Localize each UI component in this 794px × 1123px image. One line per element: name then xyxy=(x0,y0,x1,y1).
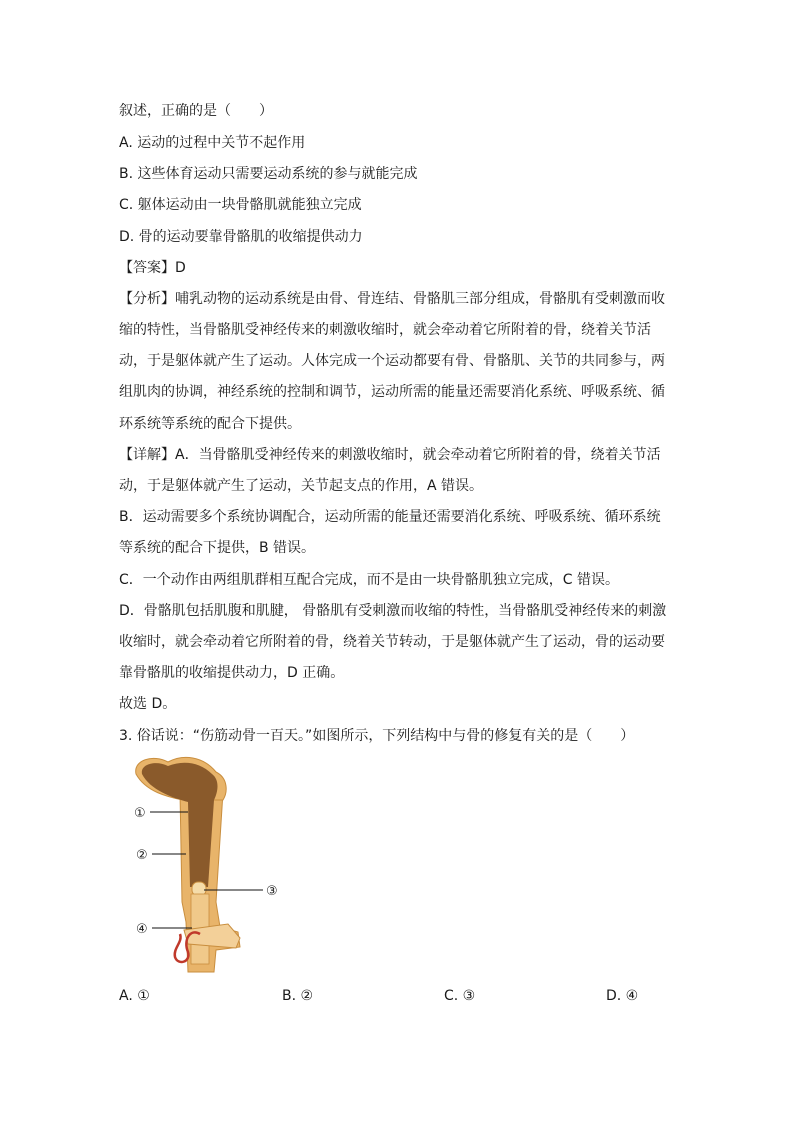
detail-line: 等系统的配合下提供，B 错误。 xyxy=(119,540,316,556)
detail-line: C．一个动作由两组肌群相互配合完成，而不是由一块骨骼肌独立完成，C 错误。 xyxy=(119,572,619,588)
detail-line: 动，于是躯体就产生了运动，关节起支点的作用，A 错误。 xyxy=(119,478,484,494)
analysis-line: 【分析】哺乳动物的运动系统是由骨、骨连结、骨骼肌三部分组成，骨骼肌有受刺激而收 xyxy=(119,291,665,307)
detail-line: 靠骨骼肌的收缩提供动力，D 正确。 xyxy=(119,665,345,681)
option-d-line: D. 骨的运动要靠骨骼肌的收缩提供动力 xyxy=(119,229,363,245)
analysis-line: 组肌肉的协调，神经系统的控制和调节，运动所需的能量还需要消化系统、呼吸系统、循 xyxy=(119,384,665,400)
label-2: ② xyxy=(136,848,148,863)
option-a-line: A. 运动的过程中关节不起作用 xyxy=(119,135,306,151)
detail-line: 收缩时，就会牵动着它所附着的骨，绕着关节转动，于是躯体就产生了运动，骨的运动要 xyxy=(119,634,665,650)
conclusion-line: 故选 D。 xyxy=(119,696,177,712)
label-1: ① xyxy=(134,806,146,821)
label-4: ④ xyxy=(136,922,148,937)
analysis-line: 缩的特性，当骨骼肌受神经传来的刺激收缩时，就会牵动着它所附着的骨，绕着关节活 xyxy=(119,322,651,338)
option-b-line: B. 这些体育运动只需要运动系统的参与就能完成 xyxy=(119,166,418,182)
answer-option-a: A. ① xyxy=(119,988,150,1004)
analysis-line: 动，于是躯体就产生了运动。人体完成一个运动都要有骨、骨骼肌、关节的共同参与，两 xyxy=(119,353,665,369)
answer-option-b: B. ② xyxy=(282,988,314,1004)
answer-option-c: C. ③ xyxy=(444,988,476,1004)
label-3: ③ xyxy=(266,884,278,899)
detail-line: B．运动需要多个系统协调配合，运动所需的能量还需要消化系统、呼吸系统、循环系统 xyxy=(119,509,661,525)
text-line: 叙述，正确的是（ ） xyxy=(119,103,273,119)
bone-structure-figure xyxy=(128,752,288,974)
option-c-line: C. 躯体运动由一块骨骼肌就能独立完成 xyxy=(119,197,362,213)
answer-line: 【答案】D xyxy=(119,260,186,276)
detail-line: D．骨骼肌包括肌腹和肌腱， 骨骼肌有受刺激而收缩的特性，当骨骼肌受神经传来的刺激 xyxy=(119,603,667,619)
answer-option-d: D. ④ xyxy=(606,988,639,1004)
analysis-line: 环系统等系统的配合下提供。 xyxy=(119,416,301,432)
spongy-bone xyxy=(142,763,218,887)
question-3-stem: 3. 俗话说：“伤筋动骨一百天。”如图所示，下列结构中与骨的修复有关的是（ ） xyxy=(119,728,635,744)
detail-line: 【详解】A．当骨骼肌受神经传来的刺激收缩时，就会牵动着它所附着的骨，绕着关节活 xyxy=(119,447,661,463)
